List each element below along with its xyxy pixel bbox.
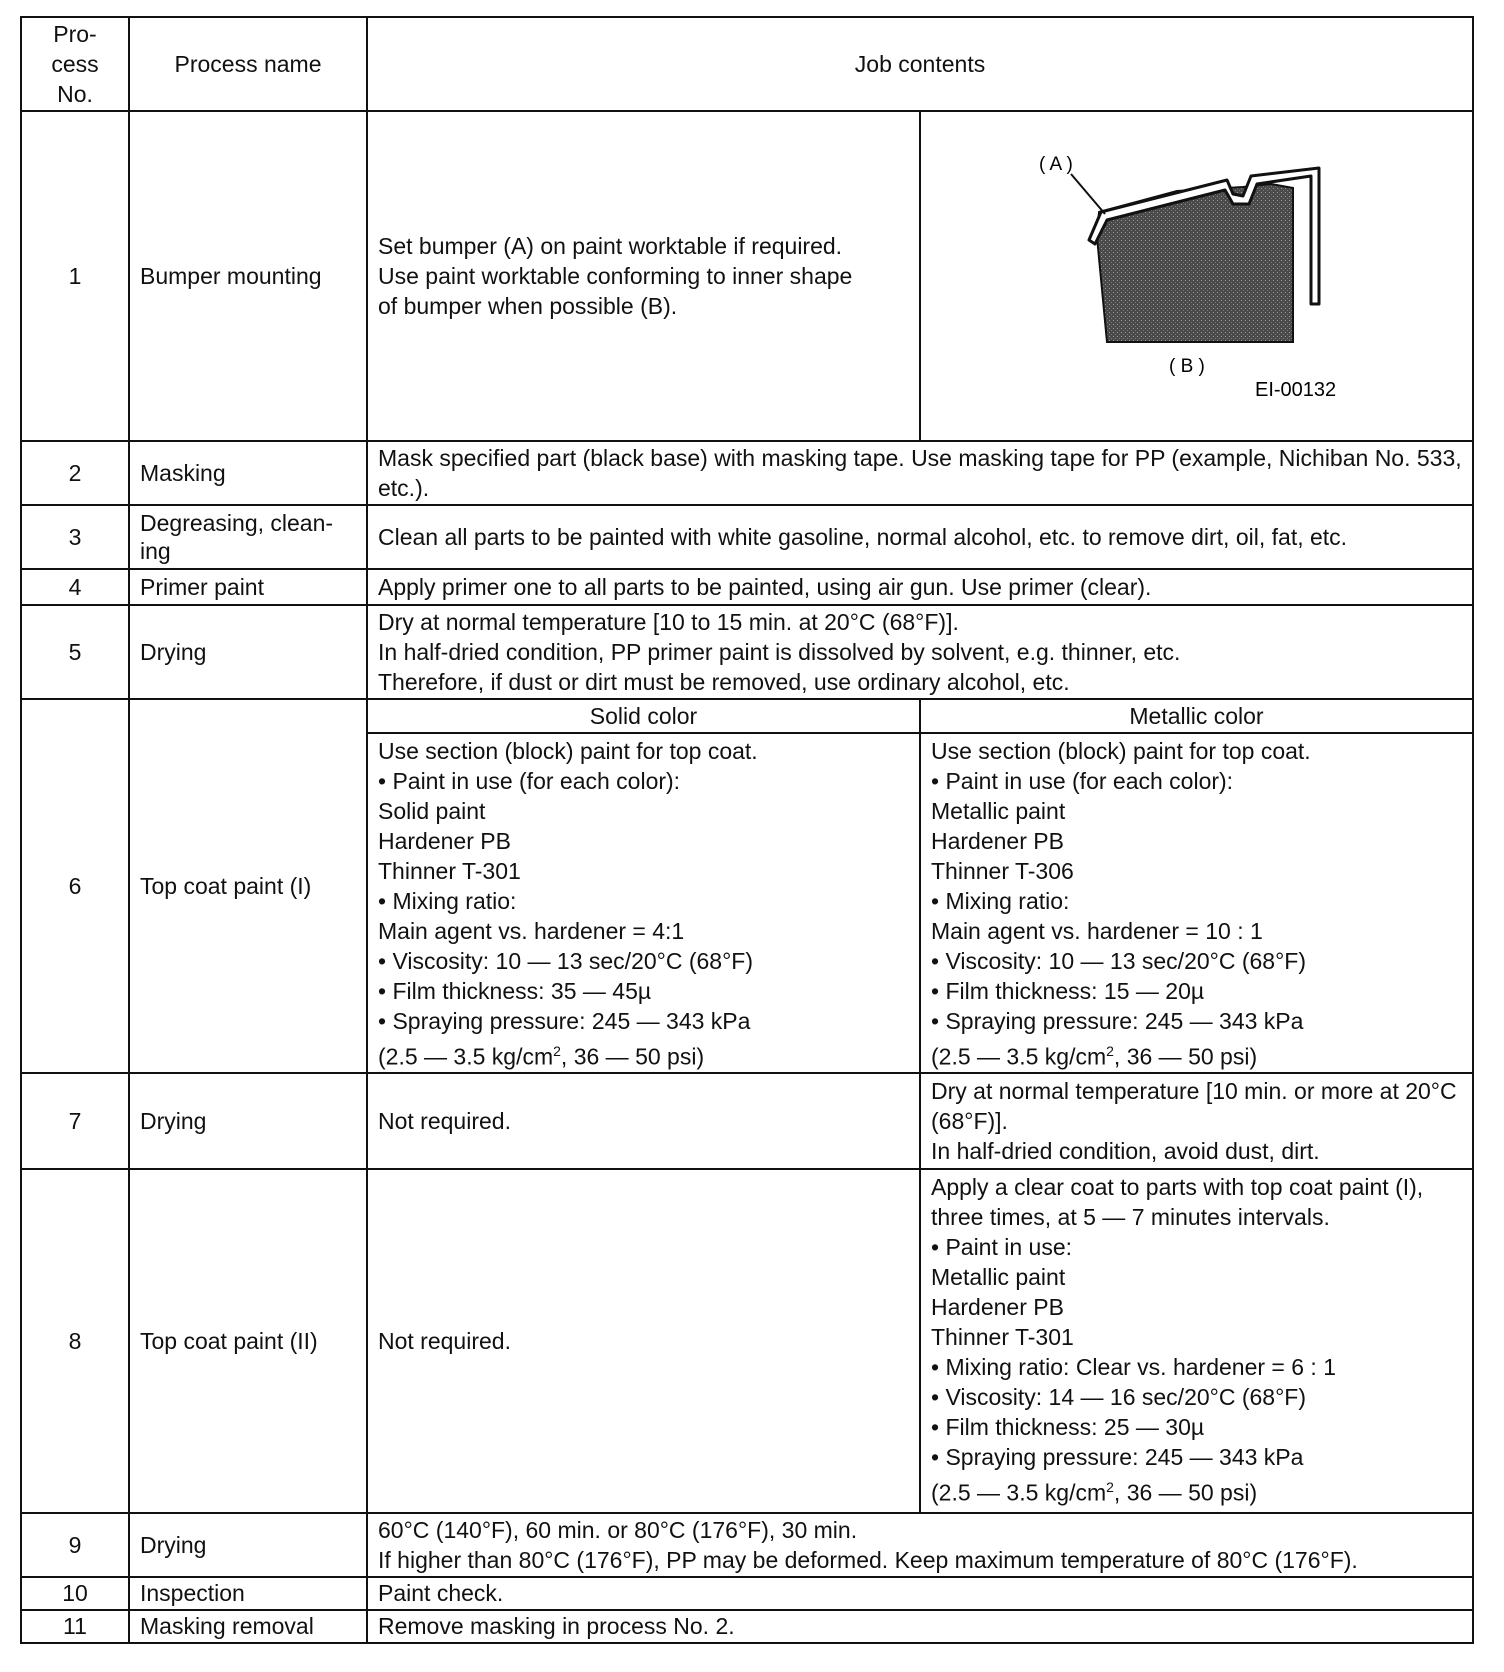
header-job-contents: Job contents — [367, 17, 1473, 111]
leader-line-a — [1071, 174, 1105, 214]
process-name: Drying — [129, 1073, 367, 1169]
job-line: Use section (block) paint for top coat. — [378, 738, 758, 764]
process-no: 7 — [21, 1073, 129, 1169]
process-name: Primer paint — [129, 569, 367, 605]
job-line: Remove masking in process No. 2. — [378, 1613, 735, 1640]
job-line: Main agent vs. hardener = 10 : 1 — [931, 918, 1263, 944]
job-contents — [367, 605, 1473, 699]
solid-color-contents — [367, 1073, 920, 1169]
process-no: 10 — [21, 1577, 129, 1610]
bumper-figure-cell — [920, 111, 1473, 441]
solid-color-contents — [367, 733, 920, 1073]
process-name: Drying — [129, 1513, 367, 1577]
header-process-name: Process name — [129, 17, 367, 111]
job-line: Use section (block) paint for top coat. — [931, 738, 1311, 764]
job-line: Therefore, if dust or dirt must be removed, use ordinary alcohol, etc. — [378, 669, 1070, 695]
table-row — [21, 699, 1473, 733]
header-process-no-line: Pro- — [53, 21, 97, 47]
job-line: Hardener PB — [931, 828, 1064, 854]
job-contents — [367, 111, 920, 441]
job-line: Main agent vs. hardener = 4:1 — [378, 918, 685, 944]
job-line: Set bumper (A) on paint worktable if required. — [378, 233, 843, 259]
job-line: • Film thickness: 15 — 20µ — [931, 978, 1205, 1004]
process-no: 5 — [21, 605, 129, 699]
job-line: 60°C (140°F), 60 min. or 80°C (176°F), 30 min. — [378, 1516, 858, 1543]
process-no: 4 — [21, 569, 129, 605]
pressure-unit-text: (2.5 — 3.5 kg/cm — [378, 1043, 554, 1070]
pressure-unit-text: , 36 — 50 psi) — [1113, 1479, 1258, 1506]
metallic-color-header: Metallic color — [920, 699, 1473, 733]
job-line: • Viscosity: 10 — 13 sec/20°C (68°F) — [378, 948, 753, 974]
job-line: Thinner T-301 — [931, 1323, 1074, 1350]
bumper-on-worktable-illustration — [921, 112, 1474, 440]
process-no: 8 — [21, 1169, 129, 1513]
process-no: 1 — [21, 111, 129, 441]
job-line: • Paint in use: — [931, 1233, 1073, 1260]
job-line: Apply a clear coat to parts with top coat paint (I), three times, at 5 — 7 minutes intervals. — [931, 1173, 1424, 1230]
table-row — [21, 1169, 1473, 1513]
job-line: • Film thickness: 25 — 30µ — [931, 1413, 1205, 1440]
job-line: • Film thickness: 35 — 45µ — [378, 978, 652, 1004]
job-line — [378, 1036, 909, 1072]
job-line: Dry at normal temperature [10 to 15 min. at 20°C (68°F)]. — [378, 609, 959, 635]
table-row — [21, 1073, 1473, 1169]
painting-process-table — [20, 16, 1474, 1644]
job-contents — [367, 441, 1473, 505]
pressure-unit-text: , 36 — 50 psi) — [560, 1043, 705, 1070]
header-process-no — [21, 17, 129, 111]
table-row — [21, 605, 1473, 699]
label-b: ( B ) — [1169, 356, 1205, 377]
pressure-unit-text: (2.5 — 3.5 kg/cm — [931, 1043, 1107, 1070]
job-line — [931, 1036, 1462, 1072]
job-line: • Mixing ratio: — [931, 888, 1070, 914]
figure-code: EI-00132 — [1255, 379, 1337, 401]
pressure-unit-text: , 36 — 50 psi) — [1113, 1043, 1258, 1070]
job-line: • Mixing ratio: — [378, 888, 517, 914]
process-no: 2 — [21, 441, 129, 505]
job-line: of bumper when possible (B). — [378, 293, 678, 319]
table-row — [21, 1610, 1473, 1643]
job-line: • Paint in use (for each color): — [931, 768, 1234, 794]
job-line: Metallic paint — [931, 798, 1066, 824]
table-header-row — [21, 17, 1473, 111]
job-line: Not required. — [378, 1107, 511, 1134]
superscript: 2 — [1106, 1043, 1114, 1059]
superscript: 2 — [553, 1043, 561, 1059]
job-contents — [367, 505, 1473, 569]
job-line: Solid paint — [378, 798, 486, 824]
job-line: Thinner T-306 — [931, 858, 1074, 884]
job-line: Use paint worktable conforming to inner shape — [378, 263, 853, 289]
pressure-unit-text: (2.5 — 3.5 kg/cm — [931, 1479, 1107, 1506]
process-name: Degreasing, clean-ing — [129, 505, 367, 569]
process-name: Top coat paint (II) — [129, 1169, 367, 1513]
table-row — [21, 111, 1473, 441]
job-line: Hardener PB — [378, 828, 511, 854]
job-line: Dry at normal temperature [10 min. or more at 20°C (68°F)]. — [931, 1077, 1457, 1134]
table-row — [21, 441, 1473, 505]
job-line: Metallic paint — [931, 1263, 1066, 1290]
solid-color-header: Solid color — [367, 699, 920, 733]
process-name: Bumper mounting — [129, 111, 367, 441]
job-contents — [367, 1513, 1473, 1577]
job-line: Mask specified part (black base) with masking tape. Use masking tape for PP (example, Nichiban No. 533, etc.). — [378, 445, 1462, 501]
job-line: In half-dried condition, PP primer paint is dissolved by solvent, e.g. thinner, etc. — [378, 639, 1181, 665]
job-line: Paint check. — [378, 1580, 504, 1607]
process-no: 3 — [21, 505, 129, 569]
label-a: ( A ) — [1039, 154, 1073, 175]
job-line: • Viscosity: 10 — 13 sec/20°C (68°F) — [931, 948, 1306, 974]
job-line: Not required. — [378, 1327, 511, 1354]
table-row — [21, 1513, 1473, 1577]
process-name: Top coat paint (I) — [129, 699, 367, 1073]
process-name: Masking removal — [129, 1610, 367, 1643]
process-name: Inspection — [129, 1577, 367, 1610]
header-process-no-line: cess — [51, 51, 99, 77]
job-line: In half-dried condition, avoid dust, dirt. — [931, 1137, 1320, 1164]
job-line: Clean all parts to be painted with white gasoline, normal alcohol, etc. to remove dirt, oil, fat, etc. — [378, 524, 1348, 550]
solid-color-contents — [367, 1169, 920, 1513]
job-line: • Mixing ratio: Clear vs. hardener = 6 : 1 — [931, 1353, 1336, 1380]
metallic-color-contents — [920, 733, 1473, 1073]
job-line: Apply primer one to all parts to be painted, using air gun. Use primer (clear). — [378, 574, 1152, 600]
job-line: • Spraying pressure: 245 — 343 kPa — [931, 1008, 1304, 1034]
table-row — [21, 1577, 1473, 1610]
job-line: • Spraying pressure: 245 — 343 kPa — [931, 1443, 1304, 1470]
header-process-no-line: No. — [57, 81, 93, 107]
superscript: 2 — [1106, 1478, 1114, 1495]
job-contents — [367, 569, 1473, 605]
process-no: 6 — [21, 699, 129, 1073]
process-name: Drying — [129, 605, 367, 699]
table-row — [21, 505, 1473, 569]
job-line: • Paint in use (for each color): — [378, 768, 681, 794]
job-line: If higher than 80°C (176°F), PP may be deformed. Keep maximum temperature of 80°C (176°F). — [378, 1546, 1358, 1573]
process-no: 9 — [21, 1513, 129, 1577]
job-contents — [367, 1577, 1473, 1610]
job-line: • Viscosity: 14 — 16 sec/20°C (68°F) — [931, 1383, 1306, 1410]
table-row — [21, 569, 1473, 605]
metallic-color-contents — [920, 1169, 1473, 1513]
metallic-color-contents — [920, 1073, 1473, 1169]
job-line: • Spraying pressure: 245 — 343 kPa — [378, 1008, 751, 1034]
process-name: Masking — [129, 441, 367, 505]
job-line: Thinner T-301 — [378, 858, 521, 884]
job-line — [931, 1472, 1462, 1508]
job-line: Hardener PB — [931, 1293, 1064, 1320]
process-no: 11 — [21, 1610, 129, 1643]
job-contents — [367, 1610, 1473, 1643]
